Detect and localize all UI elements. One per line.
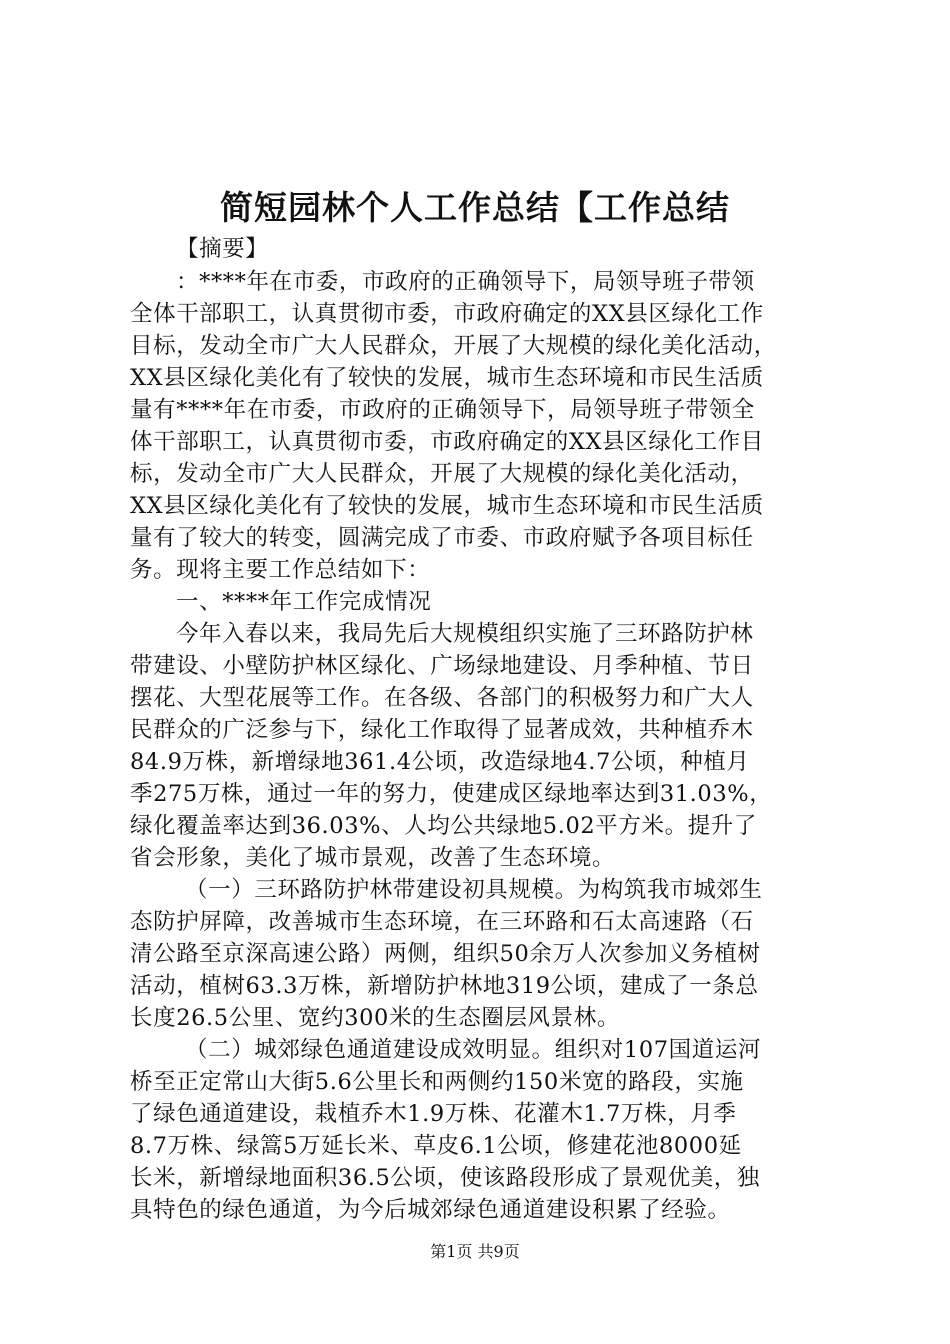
page-number-footer: 第1页 共9页: [430, 1242, 520, 1261]
paragraph-line: 桥至正定常山大街5.6公里长和两侧约150米宽的路段，实施: [130, 1069, 744, 1095]
paragraph-line: 省会形象，美化了城市景观，改善了生态环境。: [130, 845, 616, 871]
paragraph-line: 84.9万株，新增绿地361.4公顷，改造绿地4.7公顷，种植月: [130, 749, 750, 775]
section-heading: 一、****年工作完成情况: [176, 589, 432, 615]
paragraph-line: （二）城郊绿色通道建设成效明显。组织对107国道运河: [185, 1037, 762, 1063]
paragraph-line: 绿化覆盖率达到36.03%、人均公共绿地5.02平方米。提升了: [130, 813, 757, 839]
paragraph-line: 摆花、大型花展等工作。在各级、各部门的积极努力和广大人: [130, 685, 754, 711]
paragraph-line: 务。现将主要工作总结如下：: [130, 557, 431, 583]
paragraph-line: 具特色的绿色通道，为今后城郊绿色通道建设积累了经验。: [130, 1197, 731, 1223]
paragraph-line: 活动，植树63.3万株，新增防护林地319公顷，建成了一条总: [130, 973, 759, 999]
paragraph-line: 标，发动全市广大人民群众，开展了大规模的绿化美化活动，: [130, 461, 754, 487]
abstract-heading: 【摘要】: [176, 236, 269, 262]
paragraph-line: 民群众的广泛参与下，绿化工作取得了显著成效，共种植乔木: [130, 717, 754, 743]
paragraph-line: 今年入春以来，我局先后大规模组织实施了三环路防护林: [176, 621, 754, 647]
paragraph-line: 长度26.5公里、宽约300米的生态圈层风景林。: [130, 1005, 620, 1031]
paragraph-line: 态防护屏障，改善城市生态环境，在三环路和石太高速路（石: [130, 909, 754, 935]
paragraph-line: 8.7万株、绿篙5万延长米、草皮6.1公顷，修建花池8000延: [130, 1133, 742, 1159]
paragraph-line: XX县区绿化美化有了较快的发展，城市生态环境和市民生活质: [130, 365, 764, 391]
paragraph-line: 全体干部职工，认真贯彻市委，市政府确定的XX县区绿化工作: [130, 301, 764, 327]
paragraph-line: 季275万株，通过一年的努力，使建成区绿地率达到31.03%，: [130, 781, 773, 807]
paragraph-line: 清公路至京深高速公路）两侧，组织50余万人次参加义务植树: [130, 941, 761, 967]
paragraph-line: 长米，新增绿地面积36.5公顷，使该路段形成了景观优美，独: [130, 1165, 760, 1191]
paragraph-line: 体干部职工，认真贯彻市委，市政府确定的XX县区绿化工作目: [130, 429, 764, 455]
paragraph-line: 量有****年在市委，市政府的正确领导下，局领导班子带领全: [130, 397, 755, 423]
paragraph-line: XX县区绿化美化有了较快的发展，城市生态环境和市民生活质: [130, 493, 764, 519]
paragraph-line: （一）三环路防护林带建设初具规模。为构筑我市城郊生: [185, 877, 763, 903]
paragraph-line: ：****年在市委，市政府的正确领导下，局领导班子带领: [176, 269, 755, 295]
paragraph-line: 目标，发动全市广大人民群众，开展了大规模的绿化美化活动，: [130, 333, 777, 359]
paragraph-line: 量有了较大的转变，圆满完成了市委、市政府赋予各项目标任: [130, 525, 754, 551]
paragraph-line: 了绿色通道建设，栽植乔木1.9万株、花灌木1.7万株，月季: [130, 1101, 737, 1127]
document-title: 简短园林个人工作总结【工作总结: [220, 188, 730, 227]
paragraph-line: 带建设、小壁防护林区绿化、广场绿地建设、月季种植、节日: [130, 653, 754, 679]
